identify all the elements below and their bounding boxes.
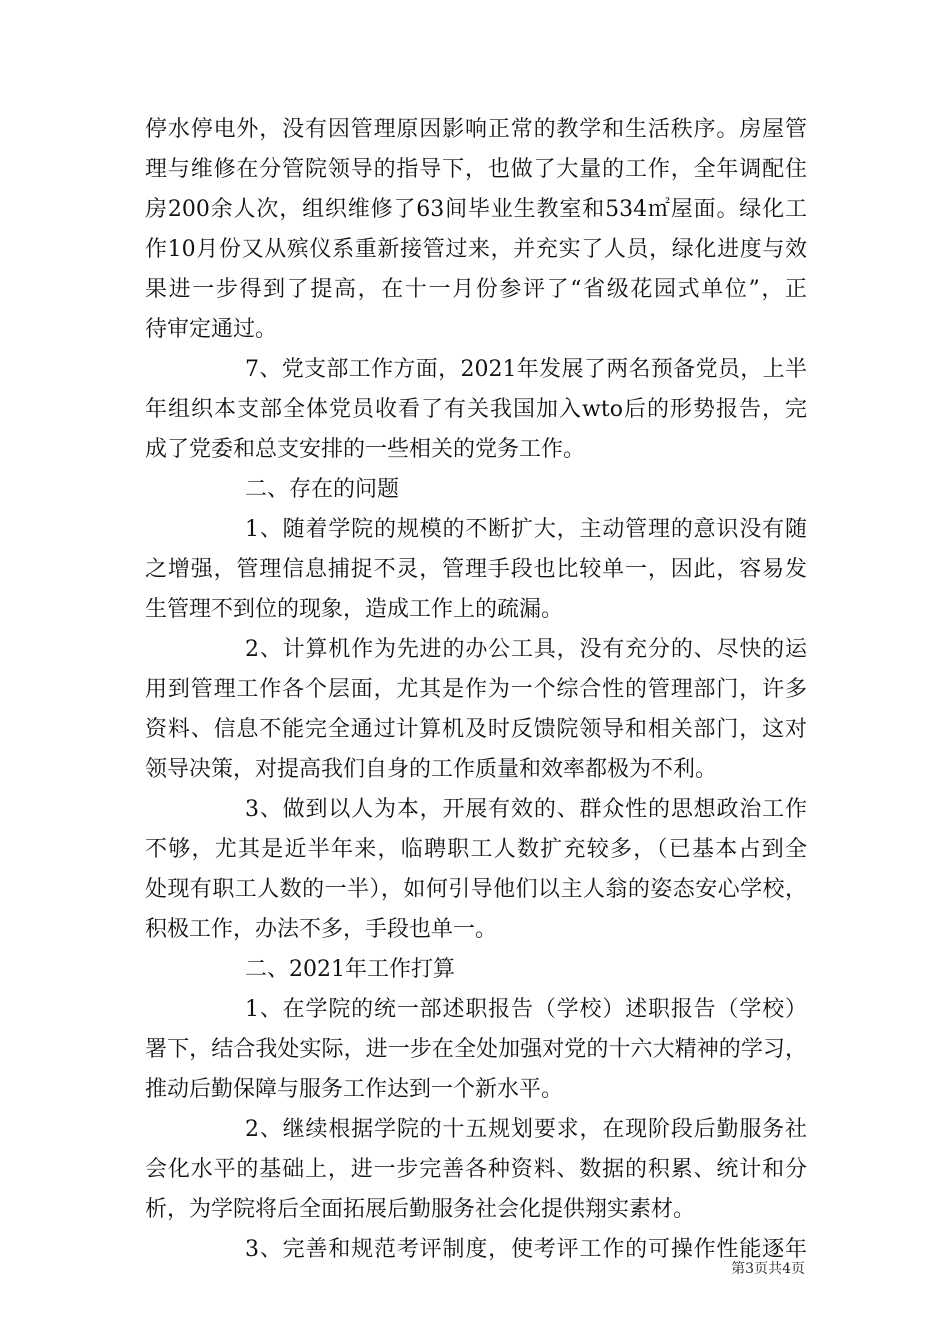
text-line: 7、党支部工作方面，2021年发展了两名预备党员，上半: [245, 357, 807, 382]
text-line: 2、计算机作为先进的办公工具，没有充分的、尽快的运: [245, 637, 807, 662]
text-line: 理与维修在分管院领导的指导下，也做了大量的工作，全年调配住: [145, 157, 807, 182]
text-line: 处现有职工人数的一半），如何引导他们以主人翁的姿态安心学校，: [145, 877, 807, 902]
text-line: 二、存在的问题: [245, 477, 400, 502]
text-line: 用到管理工作各个层面，尤其是作为一个综合性的管理部门，许多: [145, 677, 807, 702]
text-line: 年组织本支部全体党员收看了有关我国加入wto后的形势报告，完: [145, 397, 807, 422]
text-line: 资料、信息不能完全通过计算机及时反馈院领导和相关部门，这对: [145, 717, 807, 742]
text-line: 1、在学院的统一部述职报告（学校）述职报告（学校）: [245, 997, 807, 1022]
text-line: 房200余人次，组织维修了63间毕业生教室和534㎡屋面。绿化工: [145, 197, 807, 222]
text-line: 析，为学院将后全面拓展后勤服务社会化提供翔实素材。: [145, 1197, 696, 1222]
text-line: 待审定通过。: [145, 317, 278, 342]
text-line: 积极工作，办法不多，手段也单一。: [145, 917, 498, 942]
text-line: 二、2021年工作打算: [245, 957, 455, 982]
page-number-footer: 第3页共4页: [731, 1261, 805, 1277]
text-line: 停水停电外，没有因管理原因影响正常的教学和生活秩序。房屋管: [145, 117, 807, 142]
text-line: 之增强，管理信息捕捉不灵，管理手段也比较单一，因此，容易发: [145, 557, 807, 582]
text-line: 署下，结合我处实际，进一步在全处加强对党的十六大精神的学习，: [145, 1037, 807, 1062]
text-line: 1、随着学院的规模的不断扩大，主动管理的意识没有随: [245, 517, 807, 542]
text-line: 生管理不到位的现象，造成工作上的疏漏。: [145, 597, 564, 622]
text-line: 不够，尤其是近半年来，临聘职工人数扩充较多，（已基本占到全: [145, 837, 807, 862]
text-line: 领导决策，对提高我们自身的工作质量和效率都极为不利。: [145, 757, 718, 782]
text-line: 2、继续根据学院的十五规划要求，在现阶段后勤服务社: [245, 1117, 807, 1142]
document-body: [145, 110, 807, 1270]
text-line: 3、做到以人为本，开展有效的、群众性的思想政治工作: [245, 797, 807, 822]
text-line: 会化水平的基础上，进一步完善各种资料、数据的积累、统计和分: [145, 1157, 807, 1182]
text-line: 果进一步得到了提高，在十一月份参评了“省级花园式单位”，正: [145, 277, 807, 302]
text-line: 3、完善和规范考评制度，使考评工作的可操作性能逐年: [245, 1237, 807, 1262]
text-line: 成了党委和总支安排的一些相关的党务工作。: [145, 437, 586, 462]
text-line: 作10月份又从殡仪系重新接管过来，并充实了人员，绿化进度与效: [145, 237, 807, 262]
text-line: 推动后勤保障与服务工作达到一个新水平。: [145, 1077, 564, 1102]
